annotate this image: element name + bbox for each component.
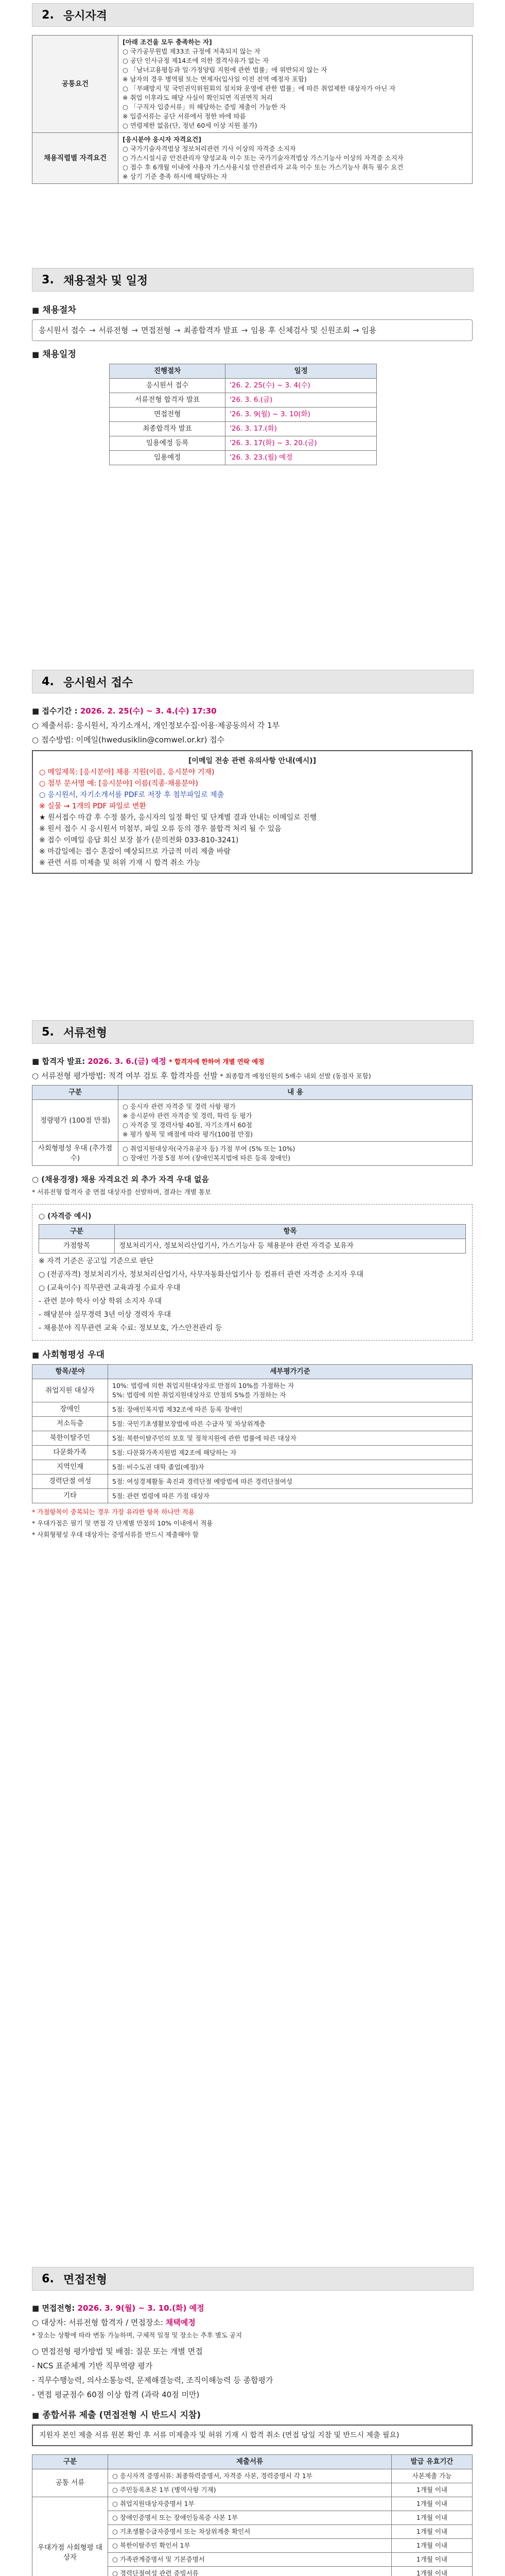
table-cell: 5점: 북한이탈주민의 보호 및 정착지원에 관한 법률에 따른 대상자 — [108, 1431, 473, 1446]
section-number: 5. — [42, 1025, 54, 1039]
interview-eval-item: - 직무수행능력, 의사소통능력, 문제해결능력, 조직이해능력 등 종합평가 — [32, 2376, 273, 2385]
schedule-table — [109, 364, 377, 465]
table-cell: 5점: 장애인복지법 제32조에 따른 등록 장애인 — [108, 1402, 473, 1417]
extra-line: - 채용분야 직무관련 교육 수료: 정보보호, 가스안전관리 등 — [39, 1324, 222, 1332]
application-block — [32, 703, 473, 874]
table-header-row — [32, 2455, 473, 2469]
table-cell: '26. 3. 6.(금) — [225, 393, 377, 408]
notice-item: ★ 원서접수 마감 후 수정 불가, 응시자의 일정 확인 및 단계별 결과 안내는 이메일로 진행 — [39, 814, 317, 822]
table-row — [110, 451, 377, 465]
table-header-row — [32, 1086, 473, 1100]
notice-item: ○ 메일제목: [응시분야] 채용 지원(이름, 응시분야 기재) — [39, 768, 215, 776]
extra-line: ※ 자격 기준은 공고일 기준으로 판단 — [39, 1257, 154, 1265]
list-item: ※ 남자의 경우 병역필 또는 면제자(입사일 이전 전역 예정자 포함) — [123, 75, 307, 83]
table-cell: 1개월 이내 — [392, 2483, 473, 2497]
docs-table — [32, 2454, 473, 2576]
section-number: 2. — [42, 8, 54, 22]
notice-item: ※ 관련 서류 미제출 및 허위 기재 시 합격 취소 가능 — [39, 859, 201, 867]
column-header: 내 용 — [118, 1086, 473, 1100]
table-cell: ○ 응시자격 증명서류: 최종학력증명서, 자격증 사본, 경력증명서 각 1부 — [108, 2469, 392, 2483]
eval-note: * 최종합격 예정인원의 5배수 내외 선발 (동점자 포함) — [220, 1072, 371, 1080]
table-header-row — [110, 364, 377, 379]
list-item: ○ 가스시설시공 안전관리자 양성교육 이수 또는 국가기술자격법상 가스기능사 이상의 자격증 소지자 — [123, 154, 404, 162]
section-2-header — [32, 3, 474, 27]
table-cell: 임용예정 — [110, 451, 225, 465]
promise-note: * 서류전형 합격자 중 면접 대상자를 선발하며, 결과는 개별 통보 — [32, 1188, 211, 1196]
table-cell: 1개월 이내 — [392, 2553, 473, 2567]
announce-note: * 합격자에 한하여 개별 연락 예정 — [169, 1058, 265, 1065]
column-header: 항목/분야 — [32, 1365, 108, 1379]
table-cell: 지역인재 — [32, 1460, 108, 1475]
section-5-header — [32, 1020, 474, 1044]
table-cell: 정보처리기사, 정보처리산업기사, 가스기능사 등 채용분야 관련 자격증 보유자 — [115, 1239, 466, 1253]
schedule-label: 채용일정 — [42, 349, 76, 360]
list-item: ○ 「부패방지 및 국민권익위원회의 설치와 운영에 관한 법률」에 따른 취업제한 대상자가 아닌 자 — [123, 84, 396, 92]
table-cell: 우대가점 사회형평 대상자 — [32, 2497, 108, 2576]
section-number: 3. — [42, 273, 54, 286]
table-cell: ○ 경력단절여성 관련 증빙서류 — [108, 2567, 392, 2576]
interview-block — [32, 2300, 473, 2576]
list-item: ○ 공단 인사규정 제14조에 의한 결격사유가 없는 자 — [123, 57, 269, 64]
notice-title: [이메일 전송 관련 유의사항 안내(예시)] — [188, 757, 316, 765]
section-number: 6. — [42, 2272, 54, 2285]
cert-label: 채용직렬별 자격요건 — [32, 133, 118, 184]
table-cell: ○ 응시자 관련 자격증 및 경력 사항 평가 ※ 응시분야 관련 자격증 및 경력, 학력 등 평가 ○ 자격증 및 경력사항 40점, 자기소개서 60점 ※ 평가 항목 및 배점에 따라 평가(100점 만점) — [118, 1100, 473, 1142]
eligibility-table — [32, 35, 473, 184]
table-row — [32, 1460, 473, 1475]
table-cell: 북한이탈주민 — [32, 1431, 108, 1446]
table-row — [32, 1489, 473, 1503]
table-cell: ○ 취업지원대상자증명서 1부 — [108, 2497, 392, 2511]
final-docs-heading: ■ 종합서류 제출 (면접전형 시 반드시 지참) — [32, 2410, 201, 2420]
table-cell: 5점: 국민기초생활보장법에 따른 수급자 및 차상위계층 — [108, 1417, 473, 1431]
table-cell: 임용예정 등록 — [110, 436, 225, 451]
process-step: 임용 후 신체검사 및 신원조회 → 임용 — [251, 326, 377, 335]
table-cell: '26. 3. 17(화) ~ 3. 20.(금) — [225, 436, 377, 451]
table-cell: ○ 북한이탈주민 확인서 1부 — [108, 2539, 392, 2553]
table-row — [32, 2469, 473, 2483]
column-header: 제출서류 — [108, 2455, 392, 2469]
process-step: 면접전형 — [141, 326, 171, 335]
notice-item: ※ 실물 → 1개의 PDF 파일로 변환 — [39, 802, 147, 810]
extra-line: - 관련 분야 학사 이상 학위 소지자 우대 — [39, 1297, 162, 1306]
pref-note: * 가점항목이 중복되는 경우 가장 유리한 항목 하나만 적용 — [32, 1508, 195, 1516]
table-header-row — [39, 1225, 466, 1239]
process-label: 채용절차 — [42, 305, 76, 315]
table-cell: 경력단절 여성 — [32, 1475, 108, 1489]
table-cell: ○ 장애인증명서 또는 장애인등록증 사본 1부 — [108, 2511, 392, 2525]
table-row — [32, 1142, 473, 1166]
list-item: [응시분야 응시자 자격요건] — [123, 135, 201, 143]
table-row — [32, 133, 473, 184]
table-row — [110, 436, 377, 451]
cert-example-title: ○ (자격증 예시) — [39, 1212, 92, 1221]
section-title: 응시자격 — [63, 9, 108, 23]
table-cell: 공통 서류 — [32, 2469, 108, 2497]
document-screening-block — [32, 1053, 473, 1541]
list-item: ○ 접수 후 6개월 이내에 사용자 가스사용시설 안전관리자 교육 이수 또는 가스기능사 취득 필수 요건 — [123, 163, 404, 171]
list-item: ※ 취업 이후라도 해당 사실이 확인되면 직권면직 처리 — [123, 94, 273, 101]
section-title: 응시원서 접수 — [63, 676, 133, 689]
table-row — [32, 1446, 473, 1460]
list-item: ○ 「구직자 입증서류」의 해당하는 증빙 제출이 가능한 자 — [123, 103, 286, 111]
table-cell: '26. 3. 17.(화) — [225, 422, 377, 436]
final-docs-label: 종합서류 제출 (면접전형 시 반드시 지참) — [42, 2410, 201, 2420]
announce-label: 합격자 발표: — [42, 1057, 88, 1066]
interview-date-label: 면접전형: — [42, 2303, 78, 2313]
table-cell: 1개월 이내 — [392, 2567, 473, 2576]
list-item: ※ 입증서류는 공단 서류에서 정한 바에 따름 — [123, 112, 246, 120]
table-cell: 1개월 이내 — [392, 2525, 473, 2539]
period-label: 접수기간 : — [42, 706, 80, 716]
column-header: 발급 유효기간 — [392, 2455, 473, 2469]
promise-line: ○ (채용경쟁) 채용 자격요건 외 추가 자격 우대 없음 — [32, 1175, 209, 1184]
table-cell: 응시원서 접수 — [110, 379, 225, 393]
column-header: 세부평가기준 — [108, 1365, 473, 1379]
section-6-header — [32, 2267, 474, 2291]
interview-place-line — [32, 2316, 473, 2329]
section-title: 채용절차 및 일정 — [63, 274, 148, 287]
table-cell: 10%: 법령에 의한 취업지원대상자로 만점의 10%를 가점하는 자 5%: 법령에 의한 취업지원대상자로 만점의 5%를 가점하는 자 — [108, 1379, 473, 1402]
table-cell: '26. 2. 25(수) ~ 3. 4(수) — [225, 379, 377, 393]
table-cell: 5점: 관련 법령에 따른 가점 대상자 — [108, 1489, 473, 1503]
column-header: 진행절차 — [110, 364, 225, 379]
table-row — [32, 1379, 473, 1402]
table-cell: 5점: 비수도권 대학 졸업(예정)자 — [108, 1460, 473, 1475]
announce-line: ■ 합격자 발표: 2026. 3. 6.(금) 예정 * 합격자에 한하여 개별 연락 예정 — [32, 1057, 265, 1066]
section-3-header — [32, 268, 474, 292]
process-step: 서류전형 — [98, 326, 129, 335]
extra-line: - 해당분야 실무경력 3년 이상 경력자 우대 — [39, 1311, 171, 1319]
screening-table — [32, 1085, 473, 1166]
table-row — [32, 1431, 473, 1446]
table-cell: '26. 3. 23.(월) 예정 — [225, 451, 377, 465]
interview-eval-item: - 면접 평균점수 60점 이상 합격 (과락 40점 미만) — [32, 2390, 200, 2399]
table-cell: 1개월 이내 — [392, 2511, 473, 2525]
pref-table — [32, 1364, 473, 1503]
table-cell: ○ 가족관계증명서 및 기본증명서 — [108, 2553, 392, 2567]
table-row — [32, 2497, 473, 2511]
list-item: ○ 연령제한 없음(단, 정년 60세 이상 지원 불가) — [123, 122, 257, 129]
table-row — [110, 422, 377, 436]
interview-eval-item: - NCS 표준체계 기반 직무역량 평가 — [32, 2361, 153, 2370]
final-docs-box — [32, 2425, 473, 2446]
column-header: 일정 — [225, 364, 377, 379]
column-header: 구분 — [32, 1086, 118, 1100]
list-item: ○ 국가기술자격법상 정보처리관련 기사 이상의 자격증 소지자 — [123, 145, 296, 152]
eval-text: ○ 서류전형 평가방법: 적격 여부 검토 후 합격자를 선발 — [32, 1071, 218, 1080]
eligibility-block — [32, 35, 473, 184]
pref-note: * 우대가점은 필기 및 면접 각 단계별 만점의 10% 이내에서 적용 — [32, 1519, 213, 1527]
table-cell: 기타 — [32, 1489, 108, 1503]
pref-heading: ■ 사회형평성 우대 — [32, 1350, 105, 1360]
period-value: 2026. 2. 25(수) ~ 3. 4.(수) 17:30 — [80, 706, 217, 716]
table-row — [110, 393, 377, 408]
interview-eval-line: ○ 면접전형 평가방법 및 배점: 질문 또는 개별 면접 — [32, 2347, 203, 2356]
list-item: ○ 「남녀고용평등과 일·가정양립 지원에 관한 법률」에 위반되지 않는 자 — [123, 66, 327, 74]
table-cell: 정량평가 (100점 만점) — [32, 1100, 118, 1142]
cert-example-table — [39, 1224, 466, 1253]
section-title: 서류전형 — [63, 1026, 108, 1040]
list-item: ○ 국가공무원법 제33조 규정에 저촉되지 않는 자 — [123, 47, 261, 55]
table-cell: 1개월 이내 — [392, 2497, 473, 2511]
process-step: 응시원서 접수 — [39, 326, 86, 335]
section-4-header — [32, 670, 474, 693]
table-cell: ○ 취업지원대상자(국가유공자 등) 가점 부여 (5% 또는 10%) ○ 장애인 가점 5점 부여 (장애인복지법에 따른 등록 장애인) — [118, 1142, 473, 1166]
column-header: 구분 — [39, 1225, 115, 1239]
table-cell: 다문화가족 — [32, 1446, 108, 1460]
email-line: ○ 접수방법: 이메일(hwedusiklin@comwel.or.kr) 접수 — [32, 735, 225, 744]
table-cell: '26. 3. 9(월) ~ 3. 10(화) — [225, 408, 377, 422]
table-row — [32, 1417, 473, 1431]
table-cell: 가점항목 — [39, 1239, 115, 1253]
table-cell: 장애인 — [32, 1402, 108, 1417]
table-cell: 최종합격자 발표 — [110, 422, 225, 436]
email-notice-box — [32, 750, 473, 874]
table-row — [32, 1100, 473, 1142]
schedule-heading: ■ 채용일정 — [32, 349, 76, 360]
process-block — [32, 301, 473, 465]
extra-line: ○ (전공자격) 정보처리기사, 정보처리산업기사, 사무자동화산업기사 등 컴퓨터 관련 자격증 소지자 우대 — [39, 1270, 364, 1279]
table-row — [110, 408, 377, 422]
notice-item: ※ 마감일에는 접수 혼잡이 예상되므로 가급적 미리 제출 바람 — [39, 848, 231, 856]
notice-item: ※ 접수 이메일 응답 회신 보장 불가 (문의전화 033-810-3241) — [39, 836, 239, 844]
common-items — [118, 36, 473, 133]
table-row — [32, 36, 473, 133]
interview-place-label: ○ 대상자: 서류전형 합격자 / 면접장소: — [32, 2318, 166, 2327]
table-cell: 사회형평성 우대 (추가점수) — [32, 1142, 118, 1166]
table-cell: 취업지원 대상자 — [32, 1379, 108, 1402]
table-cell: 사본제출 가능 — [392, 2469, 473, 2483]
notice-item: ○ 응시원서, 자기소개서를 PDF로 저장 후 첨부파일로 제출 — [39, 791, 224, 799]
method-line: ○ 제출서류: 응시원서, 자기소개서, 개인정보수집·이용·제공동의서 각 1부 — [32, 721, 280, 730]
notice-item: ○ 첨부 문서명 예: [응시분야] 이름(직종·채용분야) — [39, 779, 198, 788]
table-cell: 서류전형 합격자 발표 — [110, 393, 225, 408]
final-docs-text: 지원자 본인 제출 서류 원본 확인 후 서류 미제출자 및 허위 기재 시 합격 취소 (면접 당일 지참 및 반드시 제출 필요) — [39, 2431, 399, 2439]
interview-date-line: ■ 면접전형: 2026. 3. 9(월) ~ 3. 10.(화) 예정 — [32, 2303, 204, 2313]
table-cell: 저소득층 — [32, 1417, 108, 1431]
column-header: 구분 — [32, 2455, 108, 2469]
table-cell: 1개월 이내 — [392, 2539, 473, 2553]
common-label: 공통요건 — [32, 36, 118, 133]
table-cell: 5점: 다문화가족지원법 제2조에 해당하는 자 — [108, 1446, 473, 1460]
list-item: ※ 상기 기준 충족 하시에 해당하는 자 — [123, 173, 228, 180]
interview-place-value: 채택예정 — [165, 2318, 196, 2327]
table-row — [32, 1402, 473, 1417]
table-row — [39, 1239, 466, 1253]
interview-place-note: * 장소는 상황에 따라 변동 가능하며, 구체적 일정 및 장소는 추후 별도 공지 — [32, 2331, 242, 2339]
pref-title: 사회형평성 우대 — [42, 1350, 105, 1360]
table-row — [32, 1475, 473, 1489]
pref-note: * 사회형평성 우대 대상자는 증빙서류를 반드시 제출해야 함 — [32, 1531, 199, 1538]
table-cell: 면접전형 — [110, 408, 225, 422]
eval-line — [32, 1070, 473, 1082]
cert-example-box — [32, 1204, 473, 1341]
table-cell: ○ 주민등록초본 1부 (병역사항 기재) — [108, 2483, 392, 2497]
section-number: 4. — [42, 675, 54, 688]
column-header: 항목 — [115, 1225, 466, 1239]
process-step: 최종합격자 발표 — [183, 326, 238, 335]
section-title: 면접전형 — [63, 2273, 108, 2286]
process-heading: ■ 채용절차 — [32, 305, 76, 315]
table-cell: 5점: 여성경제활동 촉진과 경력단절 예방법에 따른 경력단절여성 — [108, 1475, 473, 1489]
notice-item: ※ 원서 접수 시 응시원서 미첨부, 파일 오류 등의 경우 불합격 처리 될 수 있음 — [39, 825, 282, 833]
cert-items — [118, 133, 473, 184]
process-flow: 응시원서 접수 → 서류전형 → 면접전형 → 최종합격자 발표 → 임용 후 신체검사 및 신원조회 → 임용 — [32, 319, 473, 341]
list-item: [아래 조건을 모두 충족하는 자] — [123, 38, 212, 46]
interview-date-value: 2026. 3. 9(월) ~ 3. 10.(화) 예정 — [77, 2303, 204, 2313]
table-header-row — [32, 1365, 473, 1379]
announce-value: 2026. 3. 6.(금) 예정 — [88, 1057, 166, 1066]
extra-line: ○ (교육이수) 직무관련 교육과정 수료자 우대 — [39, 1284, 181, 1292]
table-row — [110, 379, 377, 393]
period-line: ■ 접수기간 : 2026. 2. 25(수) ~ 3. 4.(수) 17:30 — [32, 706, 217, 716]
table-cell: ○ 기초생활수급자증명서 또는 차상위계층 확인서 — [108, 2525, 392, 2539]
